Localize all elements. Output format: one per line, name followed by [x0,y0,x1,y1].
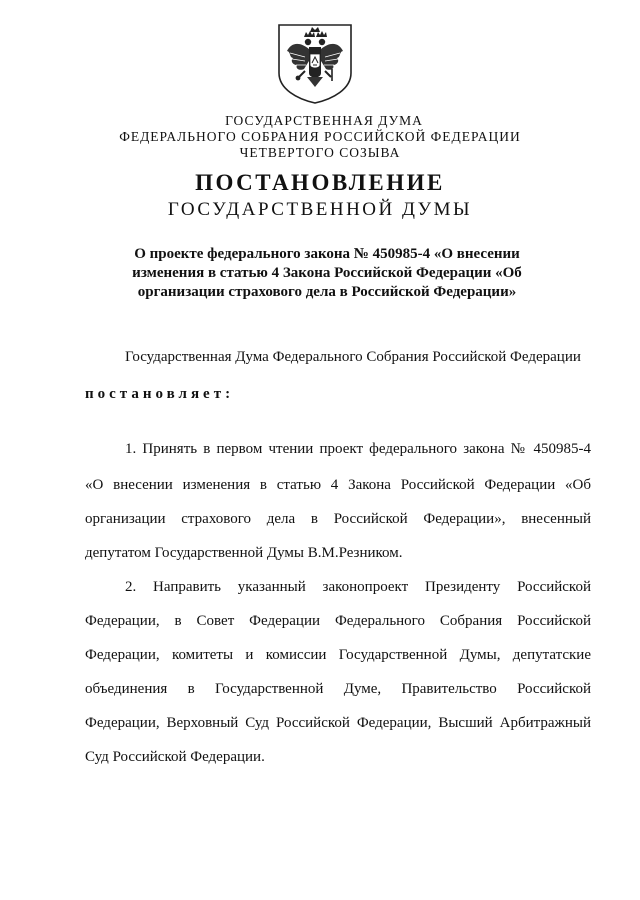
resolves-line: постановляет: [85,386,235,402]
document-title: ПОСТАНОВЛЕНИЕ [195,170,445,195]
intro-line: Государственная Дума Федерального Собрания Российской Федерации [125,349,581,365]
item2-line-3: Федерации, комитеты и комиссии Государственной Думы, депутатские [85,647,591,663]
item2-line-1: 2. Направить указанный законопроект Президенту Российской [125,579,591,595]
heading-line-2: изменения в статью 4 Закона Российской Федерации «Об [132,265,522,281]
item2-line-2: Федерации, в Совет Федерации Федерального Собрания Российской [85,613,591,629]
heading-line-3: организации страхового дела в Российской Федерации» [137,284,517,300]
resolution-heading [120,245,534,302]
item2-line-6: Суд Российской Федерации. [85,749,265,765]
item1-line-3: организации страхового дела в Российской Федерации», внесенный [85,511,591,527]
document-subtitle: ГОСУДАРСТВЕННОЙ ДУМЫ [167,199,473,220]
header-line-1: ГОСУДАРСТВЕННАЯ ДУМА [225,113,423,128]
header-line-3: ЧЕТВЕРТОГО СОЗЫВА [239,145,401,160]
item1-line-1: 1. Принять в первом чтении проект федерального закона № 450985-4 [125,441,591,457]
item1-line-2: «О внесении изменения в статью 4 Закона Российской Федерации «Об [85,477,591,493]
header-line-2: ФЕДЕРАЛЬНОГО СОБРАНИЯ РОССИЙСКОЙ ФЕДЕРАЦИИ [119,129,521,144]
item2-line-5: Федерации, Верховный Суд Российской Федерации, Высший Арбитражный [85,715,591,731]
item1-line-4: депутатом Государственной Думы В.М.Резником. [85,545,403,561]
heading-line-1: О проекте федерального закона № 450985-4 «О внесении [134,246,520,262]
state-emblem-icon [273,21,357,105]
item2-line-4: объединения в Государственной Думе, Правительство Российской [85,681,591,697]
